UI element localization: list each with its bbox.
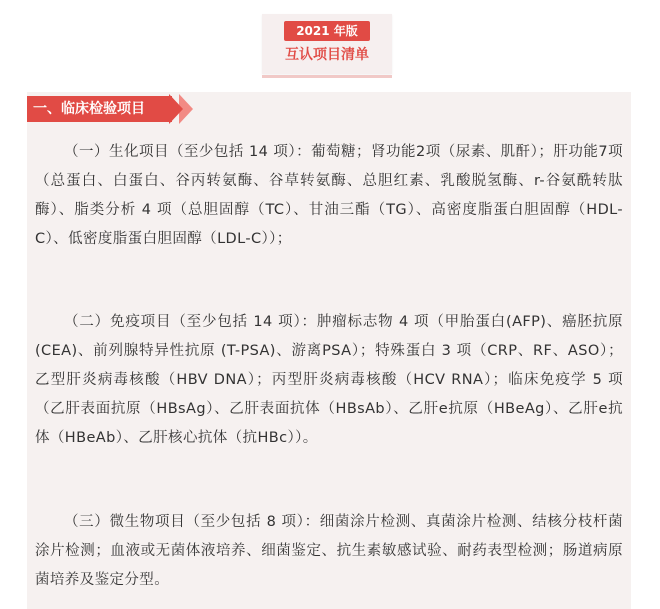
banner-arrow (169, 94, 183, 124)
paragraph-immunology: （二）免疫项目（至少包括 14 项）：肿瘤标志物 4 项（甲胎蛋白(AFP)、癌胚抗原 (CEA)、前列腺特异性抗原 (T-PSA)、游离PSA）；特殊蛋白 3 项（CRP、RF、ASO）；乙型肝炎病毒核酸（HBV DNA）；丙型肝炎病毒核酸（HCV RNA）；临床免疫学 5 项（乙肝表面抗原（HBsAg）、乙肝表面抗体（HBsAb）、乙肝e抗原（HBeAg）、乙肝e抗体（HBeAb）、乙肝核心抗体（抗HBc））。 (35, 314, 623, 446)
content-panel (27, 92, 631, 609)
paragraph-biochemistry: （一）生化项目（至少包括 14 项）：葡萄糖；肾功能2项（尿素、肌酐）；肝功能7项（总蛋白、白蛋白、谷丙转氨酶、谷草转氨酶、总胆红素、乳酸脱氢酶、r-谷氨酰转肽酶）、脂类分析 4 项（总胆固醇（TC）、甘油三酯（TG）、高密度脂蛋白胆固醇（HDL-C）、低密度脂蛋白胆固醇（LDL-C））； (35, 144, 623, 247)
paragraph-microbiology: （三）微生物项目（至少包括 8 项）：细菌涂片检测、真菌涂片检测、结核分枝杆菌涂片检测；血液或无菌体液培养、细菌鉴定、抗生素敏感试验、耐药表型检测；肠道病原菌培养及鉴定分型。 (35, 514, 623, 588)
section-title: 一、临床检验项目 (33, 101, 145, 117)
title-underline (262, 75, 392, 78)
section-banner (27, 92, 227, 124)
year-label: 2021 年版 (284, 21, 370, 41)
page-title: 互认项目清单 (285, 47, 369, 63)
header-badge (262, 14, 392, 74)
